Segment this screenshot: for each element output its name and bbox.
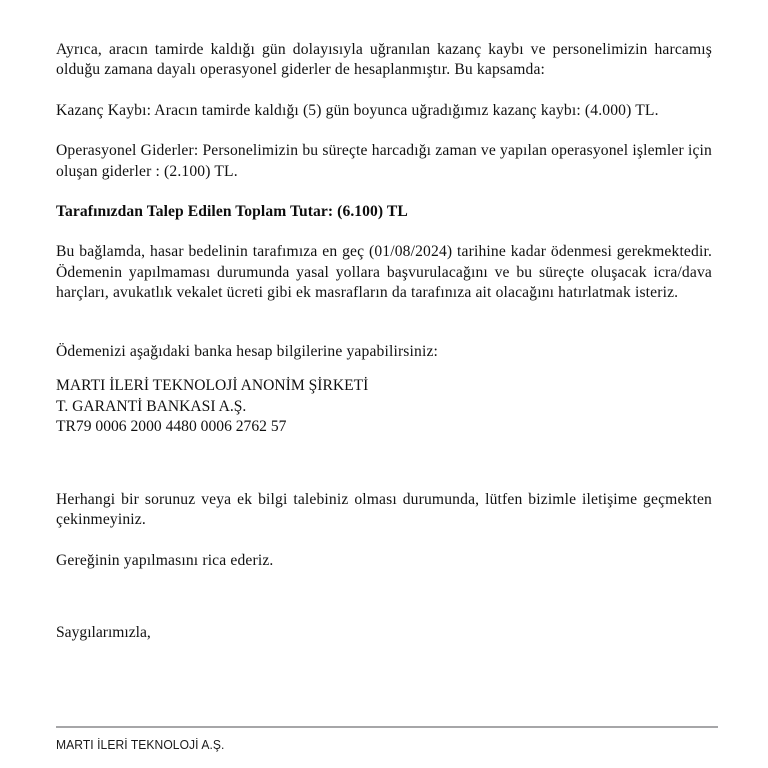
paragraph-spacer — [56, 222, 712, 242]
paragraph-spacer — [56, 182, 712, 202]
bank-name: T. GARANTİ BANKASI A.Ş. — [56, 397, 247, 415]
paragraph-spacer — [56, 362, 712, 376]
paragraph-spacer — [56, 121, 712, 141]
paragraph-contact-note: Herhangi bir sorunuz veya ek bilgi talebiniz olması durumunda, lütfen bizimle iletişime geçmekten çekinmeyiniz. — [56, 490, 712, 529]
footer-divider — [56, 726, 718, 728]
paragraph-payment-notice: Bu bağlamda, hasar bedelinin tarafımıza en geç (01/08/2024) tarihine kadar ödenmesi gerekmektedir. Ödemenin yapılmaması durumunda yasal yollara başvurulacağını ve bu süreçte oluşacak icra/dava harçları, avukatlık vekalet ücreti gibi ek masrafların da tarafınıza ait olacağını hatırlatmak isteriz. — [56, 243, 712, 302]
section-spacer — [56, 476, 712, 490]
section-spacer — [56, 304, 712, 342]
paragraph-intro: Ayrıca, aracın tamirde kaldığı gün dolayısıyla uğranılan kazanç kaybı ve personelimizin harcamış olduğu zamana dayalı operasyonel giderler de hesaplanmıştır. Bu kapsamda: — [56, 41, 712, 79]
paragraph-operational-costs: Operasyonel Giderler: Personelimizin bu süreçte harcadığı zaman ve yapılan operasyonel işlemler için oluşan giderler : (2.100) TL. — [56, 142, 712, 180]
paragraph-request-note: Gereğinin yapılmasını rica ederiz. — [56, 551, 274, 569]
paragraph-spacer — [56, 531, 712, 551]
paragraph-bank-intro: Ödemenizi aşağıdaki banka hesap bilgilerine yapabilirsiniz: — [56, 342, 439, 360]
document-body — [56, 40, 712, 643]
bank-iban: TR79 0006 2000 4480 0006 2762 57 — [56, 418, 287, 436]
section-spacer — [56, 438, 712, 476]
footer-company-name: MARTI İLERİ TEKNOLOJİ A.Ş. — [56, 738, 225, 752]
signature-spacer — [56, 571, 712, 623]
bank-account-holder: MARTI İLERİ TEKNOLOJİ ANONİM ŞİRKETİ — [56, 377, 369, 395]
paragraph-spacer — [56, 81, 712, 101]
paragraph-lost-earnings: Kazanç Kaybı: Aracın tamirde kaldığı (5) gün boyunca uğradığımız kazanç kaybı: (4.000) TL. — [56, 101, 659, 119]
total-amount-heading: Tarafınızdan Talep Edilen Toplam Tutar: (6.100) TL — [56, 203, 408, 221]
closing-salutation: Saygılarımızla, — [56, 624, 151, 642]
bank-details-block — [56, 376, 712, 438]
page-footer — [56, 726, 718, 753]
